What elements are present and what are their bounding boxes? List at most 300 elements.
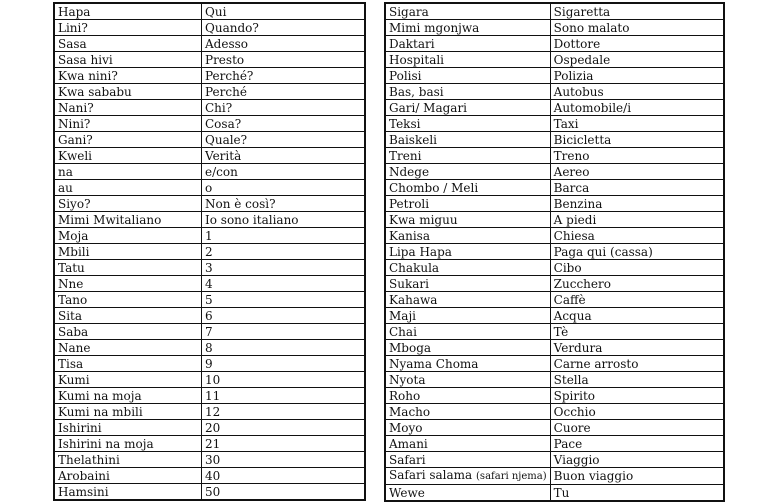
cell-text: 3 [205, 260, 213, 275]
cell-text: Macho [389, 404, 431, 419]
cell-text: Cibo [553, 260, 582, 275]
swahili-term [54, 276, 202, 292]
cell-text: Nyota [389, 372, 426, 387]
italian-translation [550, 452, 724, 468]
cell-text: Kwa miguu [389, 212, 458, 227]
swahili-term [385, 212, 550, 228]
swahili-term [54, 484, 202, 501]
swahili-term [54, 3, 202, 20]
cell-text: Kwa nini? [58, 68, 118, 83]
cell-text: 40 [205, 468, 221, 483]
cell-text: Bas, basi [389, 84, 444, 99]
cell-text: Sigara [389, 4, 429, 19]
cell-text: Polisi [389, 68, 422, 83]
italian-translation [202, 388, 366, 404]
italian-translation [202, 52, 366, 68]
cell-text: Lini? [58, 20, 88, 35]
swahili-term [54, 388, 202, 404]
table-row [385, 356, 724, 372]
table-row [54, 132, 365, 148]
swahili-term [54, 132, 202, 148]
table-row [385, 116, 724, 132]
italian-translation [550, 388, 724, 404]
cell-text: Presto [205, 52, 245, 67]
table-row [385, 436, 724, 452]
italian-translation [202, 276, 366, 292]
swahili-term [54, 292, 202, 308]
cell-text: Gari/ Magari [389, 100, 468, 115]
table-row [54, 84, 365, 100]
cell-text: Dottore [553, 36, 601, 51]
italian-translation [202, 260, 366, 276]
swahili-term [385, 68, 550, 84]
cell-text: Nane [58, 340, 91, 355]
italian-translation [550, 52, 724, 68]
swahili-term [54, 36, 202, 52]
italian-translation [550, 36, 724, 52]
cell-text: Sukari [389, 276, 429, 291]
table-row [385, 340, 724, 356]
table-row [54, 420, 365, 436]
cell-text: Ndege [389, 164, 430, 179]
swahili-term [385, 372, 550, 388]
table-row [54, 52, 365, 68]
cell-text: Kumi [58, 372, 90, 387]
table-row [54, 356, 365, 372]
cell-text: Adesso [205, 36, 248, 51]
cell-text: Wewe [389, 485, 425, 500]
swahili-term [54, 228, 202, 244]
italian-translation [202, 484, 366, 501]
table-row [385, 372, 724, 388]
swahili-term [54, 180, 202, 196]
cell-text: Nini? [58, 116, 91, 131]
swahili-term [385, 36, 550, 52]
table-row [385, 292, 724, 308]
cell-text: Sasa hivi [58, 52, 113, 67]
table-row [54, 196, 365, 212]
table-row [385, 308, 724, 324]
italian-translation [550, 84, 724, 100]
cell-text: Paga qui (cassa) [553, 244, 653, 259]
italian-translation [550, 212, 724, 228]
cell-text: Kwa sababu [58, 84, 132, 99]
cell-text: Aereo [553, 164, 590, 179]
table-row [385, 148, 724, 164]
italian-translation [550, 436, 724, 452]
cell-text: Treno [553, 148, 590, 163]
cell-text: 1 [205, 228, 213, 243]
italian-translation [202, 404, 366, 420]
swahili-term [385, 132, 550, 148]
italian-translation [550, 68, 724, 84]
vocabulary-table-left [53, 2, 366, 501]
cell-text: Zucchero [553, 276, 611, 291]
cell-text: Quando? [205, 20, 259, 35]
table-row [54, 276, 365, 292]
table-row [54, 340, 365, 356]
cell-text: 7 [205, 324, 213, 339]
swahili-term [385, 52, 550, 68]
cell-text: Thelathini [58, 452, 120, 467]
table-row [54, 452, 365, 468]
cell-text: Tatu [58, 260, 85, 275]
cell-text: Sita [58, 308, 83, 323]
swahili-term [385, 276, 550, 292]
swahili-term [385, 324, 550, 340]
table-row [54, 404, 365, 420]
table-row [54, 484, 365, 501]
table-row [54, 212, 365, 228]
cell-text: Arobaini [58, 468, 110, 483]
cell-text: Mimi mgonjwa [389, 20, 480, 35]
table-row [385, 164, 724, 180]
cell-text: Barca [553, 180, 590, 195]
cell-text: Stella [553, 372, 589, 387]
cell-text: Kahawa [389, 292, 438, 307]
cell-text: 21 [205, 436, 221, 451]
cell-text: Polizia [553, 68, 594, 83]
cell-text: Tano [58, 292, 88, 307]
cell-text: Benzina [553, 196, 603, 211]
italian-translation [202, 196, 366, 212]
cell-text: Mbili [58, 244, 90, 259]
cell-text: Ishirini na moja [58, 436, 154, 451]
cell-text: Viaggio [553, 452, 600, 467]
cell-text: Kanisa [389, 228, 430, 243]
swahili-term [54, 20, 202, 36]
table-row [385, 36, 724, 52]
italian-translation [550, 164, 724, 180]
swahili-term [54, 212, 202, 228]
italian-translation [202, 340, 366, 356]
cell-text: Verdura [553, 340, 603, 355]
cell-text: Hapa [58, 4, 91, 19]
table-row [385, 420, 724, 436]
italian-translation [202, 148, 366, 164]
table-row [385, 100, 724, 116]
table-row [54, 3, 365, 20]
cell-text: Baiskeli [389, 132, 438, 147]
swahili-term [385, 180, 550, 196]
swahili-term [385, 228, 550, 244]
cell-text: Automobile/i [553, 100, 632, 115]
cell-text: 2 [205, 244, 213, 259]
swahili-term [385, 148, 550, 164]
italian-translation [550, 324, 724, 340]
cell-text: Nani? [58, 100, 94, 115]
swahili-term [54, 404, 202, 420]
cell-text: Roho [389, 388, 421, 403]
table-row [54, 20, 365, 36]
swahili-term [385, 116, 550, 132]
table-row [54, 324, 365, 340]
cell-text: Carne arrosto [553, 356, 639, 371]
italian-translation [550, 468, 724, 485]
cell-text: Hamsini [58, 484, 109, 499]
italian-translation [202, 212, 366, 228]
italian-translation [550, 340, 724, 356]
cell-text: Kweli [58, 148, 93, 163]
swahili-term [54, 196, 202, 212]
italian-translation [550, 228, 724, 244]
swahili-term [54, 68, 202, 84]
italian-translation [202, 468, 366, 484]
italian-translation [202, 100, 366, 116]
swahili-term [385, 100, 550, 116]
cell-text: 4 [205, 276, 213, 291]
swahili-term [385, 388, 550, 404]
table-row [385, 468, 724, 485]
italian-translation [550, 356, 724, 372]
cell-text: Amani [389, 436, 428, 451]
swahili-term [54, 260, 202, 276]
cell-text: 12 [205, 404, 221, 419]
swahili-term [385, 84, 550, 100]
table-row [54, 228, 365, 244]
table-row [385, 68, 724, 84]
italian-translation [202, 132, 366, 148]
cell-text: Ishirini [58, 420, 102, 435]
swahili-term [54, 52, 202, 68]
swahili-term [385, 20, 550, 36]
cell-text: A piedi [553, 212, 597, 227]
cell-text: Tè [553, 324, 569, 339]
swahili-term [385, 340, 550, 356]
swahili-term [54, 468, 202, 484]
italian-translation [202, 3, 366, 20]
cell-text: Nyama Choma [389, 356, 479, 371]
cell-text: Sono malato [553, 20, 630, 35]
cell-text: Safari salama [389, 468, 473, 482]
table-row [385, 3, 724, 20]
swahili-term [385, 436, 550, 452]
cell-text: Pace [553, 436, 583, 451]
table-row [385, 244, 724, 260]
cell-text: Ospedale [553, 52, 611, 67]
cell-text: Teksi [389, 116, 421, 131]
italian-translation [202, 308, 366, 324]
italian-translation [550, 100, 724, 116]
cell-text: Kumi na moja [58, 388, 142, 403]
cell-text: Maji [389, 308, 416, 323]
cell-text: Sigaretta [553, 4, 611, 19]
cell-text: Caffè [553, 292, 586, 307]
table-row [54, 180, 365, 196]
italian-translation [202, 420, 366, 436]
italian-translation [550, 308, 724, 324]
table-row [54, 148, 365, 164]
cell-text: 8 [205, 340, 213, 355]
italian-translation [202, 452, 366, 468]
italian-translation [202, 436, 366, 452]
table-row [54, 436, 365, 452]
swahili-term [54, 148, 202, 164]
swahili-term [54, 372, 202, 388]
swahili-term [385, 485, 550, 502]
swahili-term [54, 356, 202, 372]
cell-text: Tu [553, 485, 570, 500]
italian-translation [550, 260, 724, 276]
table-row [385, 324, 724, 340]
italian-translation [202, 116, 366, 132]
cell-text: Io sono italiano [205, 212, 299, 227]
italian-translation [550, 20, 724, 36]
italian-translation [202, 372, 366, 388]
italian-translation [202, 244, 366, 260]
italian-translation [550, 420, 724, 436]
table-row [385, 52, 724, 68]
italian-translation [550, 485, 724, 502]
table-row [385, 452, 724, 468]
table-row [385, 228, 724, 244]
table-row [385, 388, 724, 404]
cell-text: Petroli [389, 196, 430, 211]
cell-text: 6 [205, 308, 213, 323]
cell-text: Moyo [389, 420, 423, 435]
alternate-phrase-note: (safari njema) [476, 471, 547, 482]
italian-translation [550, 292, 724, 308]
cell-text: Lipa Hapa [389, 244, 452, 259]
swahili-term [54, 164, 202, 180]
italian-translation [550, 148, 724, 164]
table-row [385, 485, 724, 502]
cell-text: Tisa [58, 356, 84, 371]
cell-text: Spirito [553, 388, 596, 403]
cell-text: Hospitali [389, 52, 445, 67]
cell-text: 9 [205, 356, 213, 371]
swahili-term [385, 420, 550, 436]
cell-text: Quale? [205, 132, 248, 147]
cell-text: Buon viaggio [553, 469, 634, 483]
cell-text: Acqua [553, 308, 592, 323]
swahili-term [54, 84, 202, 100]
table-row [54, 468, 365, 484]
cell-text: Saba [58, 324, 89, 339]
cell-text: Non è così? [205, 196, 276, 211]
swahili-term [385, 452, 550, 468]
table-row [54, 260, 365, 276]
swahili-term [54, 308, 202, 324]
table-row [54, 116, 365, 132]
table-row [54, 100, 365, 116]
italian-translation [202, 84, 366, 100]
cell-text: Nne [58, 276, 84, 291]
cell-text: Sasa [58, 36, 87, 51]
swahili-term [54, 324, 202, 340]
cell-text: Chi? [205, 100, 233, 115]
table-row [54, 372, 365, 388]
swahili-term [54, 244, 202, 260]
cell-text: Chakula [389, 260, 440, 275]
cell-text: Treni [389, 148, 422, 163]
swahili-term [385, 196, 550, 212]
cell-text: Daktari [389, 36, 435, 51]
cell-text: Kumi na mbili [58, 404, 143, 419]
cell-text: Cuore [553, 420, 591, 435]
table-row [385, 276, 724, 292]
cell-text: 11 [205, 388, 221, 403]
italian-translation [202, 164, 366, 180]
table-row [54, 308, 365, 324]
swahili-term [385, 260, 550, 276]
swahili-term [385, 308, 550, 324]
italian-translation [202, 20, 366, 36]
cell-text: Chombo / Meli [389, 180, 479, 195]
cell-text: Mimi Mwitaliano [58, 212, 162, 227]
table-row [54, 388, 365, 404]
italian-translation [550, 372, 724, 388]
cell-text: Mboga [389, 340, 432, 355]
cell-text: Qui [205, 4, 227, 19]
cell-text: 5 [205, 292, 213, 307]
cell-text: na [58, 164, 73, 179]
cell-text: o [205, 180, 213, 195]
cell-text: Occhio [553, 404, 596, 419]
italian-translation [202, 228, 366, 244]
table-row [54, 36, 365, 52]
italian-translation [550, 132, 724, 148]
swahili-term [54, 116, 202, 132]
table-row [385, 180, 724, 196]
swahili-term [385, 356, 550, 372]
swahili-term [385, 244, 550, 260]
table-row [54, 292, 365, 308]
table-row [385, 132, 724, 148]
cell-text: Perché [205, 84, 247, 99]
italian-translation [202, 292, 366, 308]
cell-text: Perché? [205, 68, 254, 83]
cell-text: Taxi [553, 116, 579, 131]
italian-translation [550, 244, 724, 260]
cell-text: 10 [205, 372, 221, 387]
swahili-term [385, 468, 550, 485]
table-row [385, 404, 724, 420]
cell-text: Cosa? [205, 116, 242, 131]
cell-text: Siyo? [58, 196, 91, 211]
cell-text: Autobus [553, 84, 604, 99]
italian-translation [550, 276, 724, 292]
table-row [54, 244, 365, 260]
italian-translation [202, 356, 366, 372]
table-row [385, 84, 724, 100]
italian-translation [550, 116, 724, 132]
cell-text: e/con [205, 164, 238, 179]
italian-translation [550, 404, 724, 420]
swahili-term [54, 340, 202, 356]
cell-text: Gani? [58, 132, 93, 147]
table-row [54, 164, 365, 180]
vocabulary-table-right [384, 2, 725, 502]
cell-text: Chai [389, 324, 417, 339]
cell-text: Chiesa [553, 228, 595, 243]
swahili-term [385, 292, 550, 308]
italian-translation [550, 180, 724, 196]
swahili-term [54, 452, 202, 468]
table-row [385, 196, 724, 212]
table-row [385, 212, 724, 228]
cell-text: Verità [205, 148, 242, 163]
swahili-term [385, 3, 550, 20]
cell-text: 20 [205, 420, 221, 435]
swahili-term [54, 420, 202, 436]
cell-text: au [58, 180, 73, 195]
swahili-term [54, 436, 202, 452]
cell-text: Moja [58, 228, 89, 243]
swahili-term [54, 100, 202, 116]
swahili-term [385, 404, 550, 420]
cell-text: 30 [205, 452, 221, 467]
